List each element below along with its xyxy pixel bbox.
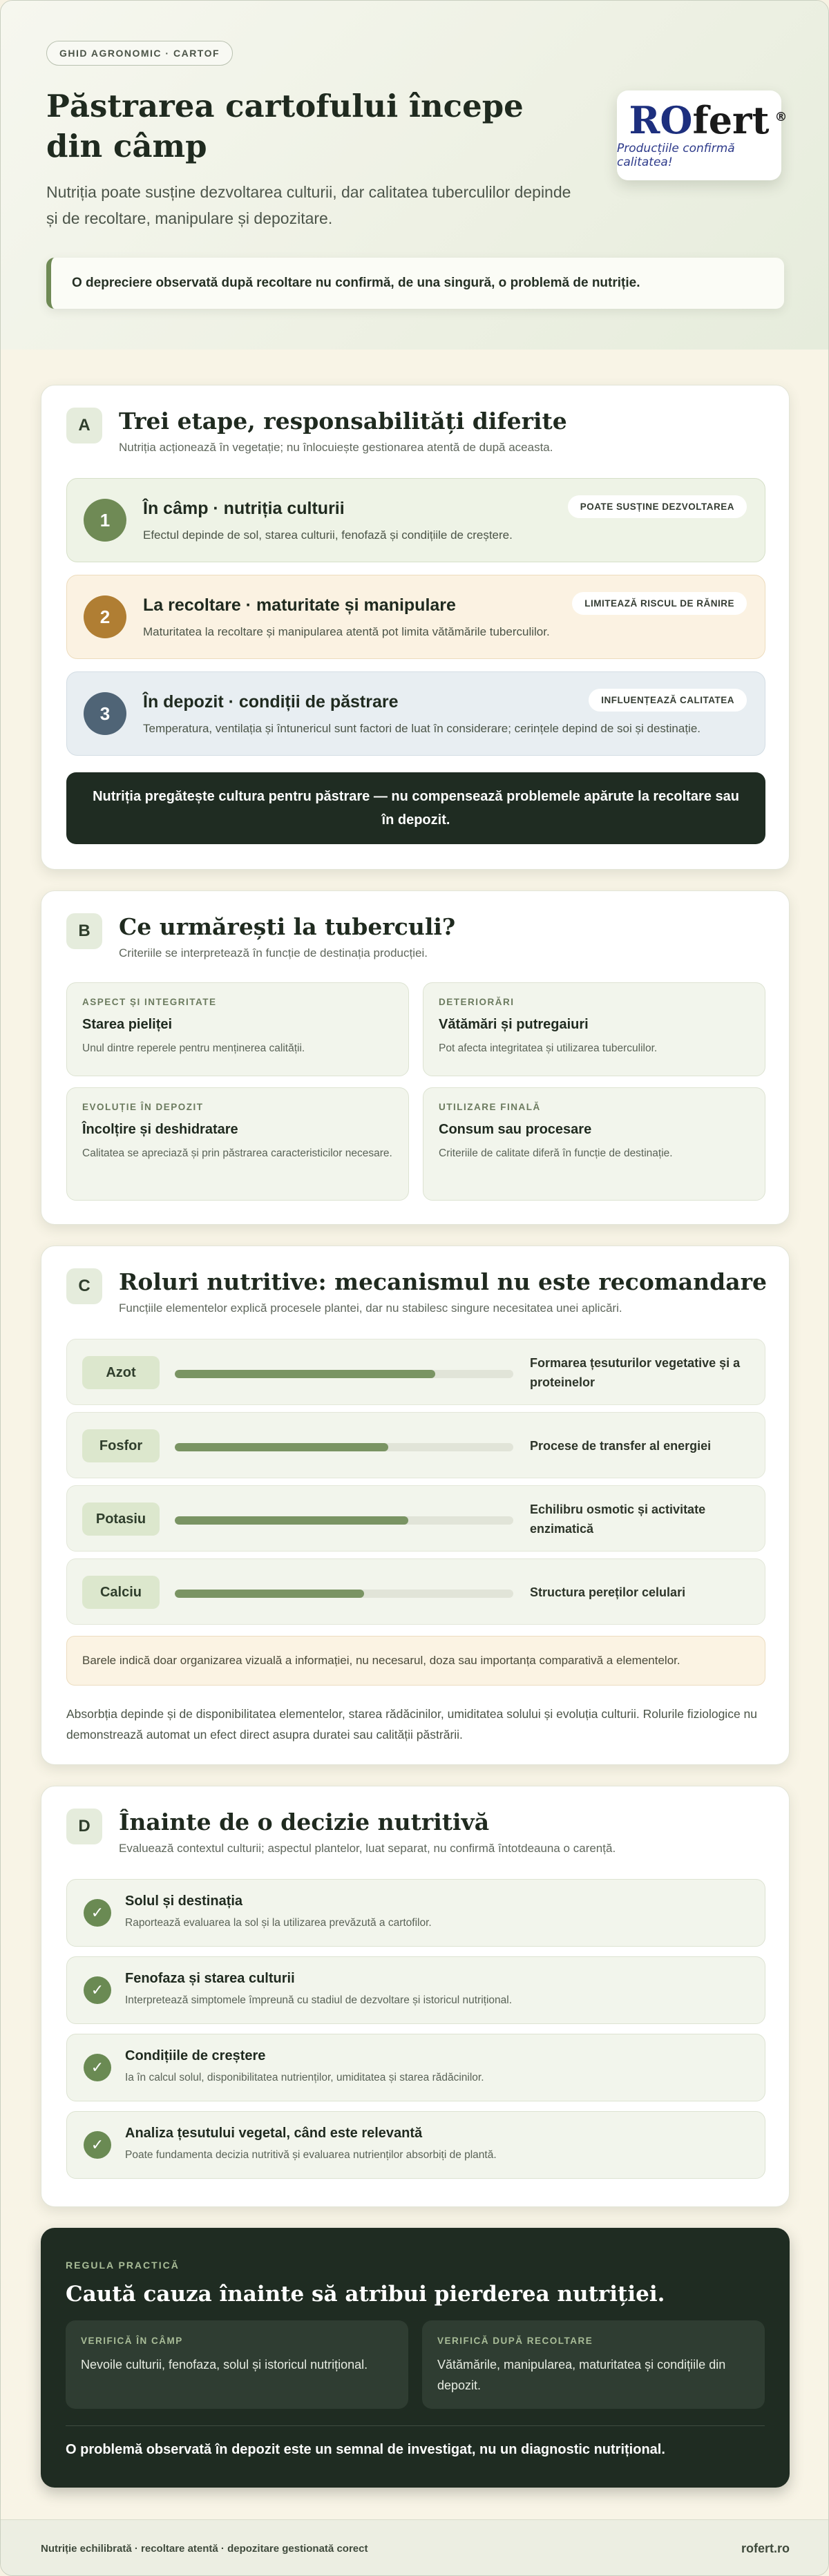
logo-fert: fert — [692, 98, 770, 142]
footer-site-link[interactable]: rofert.ro — [741, 2541, 790, 2555]
stage-harvest — [66, 575, 765, 659]
section-b-title: Ce urmărești la tuberculi? — [119, 913, 456, 940]
logo-registered: ® — [774, 110, 788, 124]
nutrient-name: Azot — [82, 1356, 160, 1389]
tile-description: Criteriile de calitate diferă în funcție de destinație. — [439, 1147, 673, 1159]
stage-field — [66, 478, 765, 562]
nutrient-name: Potasiu — [82, 1502, 160, 1536]
rule-title: Caută cauza înainte să atribui pierderea nutriției. — [66, 2282, 665, 2307]
bars-disclaimer: Barele indică doar organizarea vizuală a informației, nu necesarul, doza sau importanța comparativă a elementelor. — [66, 1636, 765, 1686]
hero-header — [1, 1, 828, 350]
nutrient-bar-track — [175, 1370, 513, 1378]
footer-tagline: Nutriție echilibrată · recoltare atentă · depozitare gestionată corect — [41, 2542, 368, 2555]
tile-kicker: EVOLUȚIE ÎN DEPOZIT — [82, 1102, 204, 1112]
section-d-title: Înainte de o decizie nutritivă — [119, 1809, 490, 1835]
stage-description: Temperatura, ventilația și întunericul sunt factori de luat în considerare; cerințele depind de soi și destinație. — [143, 721, 701, 735]
checklist-item — [66, 1879, 765, 1947]
tile-kicker: ASPECT ȘI INTEGRITATE — [82, 997, 217, 1007]
checklist-title: Solul și destinația — [125, 1893, 243, 1909]
checklist-title: Analiza țesutului vegetal, când este relevantă — [125, 2126, 423, 2141]
section-a-header — [66, 408, 567, 455]
section-b-header — [66, 913, 455, 960]
rule-footer: O problemă observată în depozit este un semnal de investigat, nu un diagnostic nutrițional. — [66, 2442, 665, 2457]
nutrient-name: Calciu — [82, 1576, 160, 1609]
tuber-criterion-tile — [423, 982, 765, 1076]
checklist-title: Condițiile de creștere — [125, 2048, 266, 2063]
nutrient-bar-fill — [175, 1443, 388, 1451]
section-c-letter: C — [66, 1268, 102, 1304]
page-lead: Nutriția poate susține dezvoltarea culturii, dar calitatea tuberculilor depinde și de recoltare, manipulare și depozitare. — [46, 183, 571, 227]
nutrient-role: Formarea țesuturilor vegetative și a proteinelor — [530, 1356, 741, 1389]
header-callout: O depreciere observată după recoltare nu confirmă, de una singură, o problemă de nutriție. — [46, 258, 784, 309]
check-icon: ✓ — [84, 1976, 111, 2004]
nutrient-bar-track — [175, 1516, 513, 1525]
stage-number: 1 — [84, 499, 126, 542]
section-a-card — [41, 385, 790, 870]
rule-tile-text: Vătămările, manipularea, maturitatea și condițiile din depozit. — [437, 2358, 726, 2392]
tile-title: Încolțire și deshidratare — [82, 1122, 238, 1137]
logo-wordmark — [629, 98, 788, 142]
section-b-subtitle: Criteriile se interpretează în funcție de destinația producției. — [119, 946, 428, 960]
section-b-letter: B — [66, 913, 102, 949]
rule-harvest-check — [422, 2320, 765, 2409]
section-a-title: Trei etape, responsabilități diferite — [119, 408, 567, 435]
checklist-description: Raportează evaluarea la sol și la utilizarea prevăzută a cartofilor. — [125, 1917, 432, 1929]
section-d-header — [66, 1809, 616, 1855]
rule-divider — [66, 2425, 765, 2426]
check-icon: ✓ — [84, 2054, 111, 2081]
tuber-criterion-tile — [66, 1087, 409, 1201]
rule-tile-text: Nevoile culturii, fenofaza, solul și istoricul nutrițional. — [81, 2358, 368, 2372]
section-d-letter: D — [66, 1809, 102, 1844]
tile-description: Calitatea se apreciază și prin păstrarea caracteristicilor necesare. — [82, 1147, 392, 1159]
checklist-description: Poate fundamenta decizia nutritivă și evaluarea nutrienților absorbiți de plantă. — [125, 2149, 497, 2161]
tile-title: Starea pieliței — [82, 1017, 173, 1032]
guide-tag: GHID AGRONOMIC · CARTOF — [46, 41, 233, 66]
page-title: Păstrarea cartofului începe din câmp — [46, 88, 524, 164]
section-d-card — [41, 1786, 790, 2207]
nutrient-name: Fosfor — [82, 1429, 160, 1462]
checklist-title: Fenofaza și starea culturii — [125, 1971, 295, 1986]
stage-description: Efectul depinde de sol, starea culturii, fenofază și condițiile de creștere. — [143, 528, 513, 542]
section-c-title: Roluri nutritive: mecanismul nu este recomandare — [119, 1268, 767, 1295]
stage-description: Maturitatea la recoltare și manipularea atentă pot limita vătămările tuberculilor. — [143, 624, 550, 638]
checklist-item — [66, 2111, 765, 2179]
tuber-criterion-tile — [423, 1087, 765, 1201]
rule-tile-kicker: VERIFICĂ DUPĂ RECOLTARE — [437, 2336, 593, 2346]
nutrient-bar-fill — [175, 1590, 364, 1598]
nutrient-role: Echilibru osmotic și activitate enzimatică — [530, 1502, 706, 1536]
stage-number: 3 — [84, 692, 126, 735]
tuber-criterion-tile — [66, 982, 409, 1076]
nutrient-role: Structura pereților celulari — [530, 1585, 686, 1599]
stage-badge: INFLUENȚEAZĂ CALITATEA — [589, 689, 747, 712]
nutrient-row — [66, 1558, 765, 1625]
section-a-summary: Nutriția pregătește cultura pentru păstrare — nu compensează problemele apărute la recoltare sau în depozit. — [66, 772, 765, 844]
section-c-subtitle: Funcțiile elementelor explică procesele plantei, dar nu stabilesc singure necesitatea unei aplicări. — [119, 1301, 622, 1315]
rule-kicker: REGULA PRACTICĂ — [66, 2260, 180, 2271]
rofert-logo[interactable] — [617, 90, 788, 180]
checklist-description: Ia în calcul solul, disponibilitatea nutrienților, umiditatea și starea rădăcinilor. — [125, 2072, 484, 2083]
absorption-paragraph: Absorbția depinde și de disponibilitatea elementelor, starea rădăcinilor, umiditatea solului și evoluția culturii. Rolurile fiziologice nu demonstrează automat un efect direct asupra duratei sau calității păstrării. — [66, 1707, 758, 1742]
stage-badge: LIMITEAZĂ RISCUL DE RĂNIRE — [572, 592, 747, 615]
nutrient-role: Procese de transfer al energiei — [530, 1439, 712, 1453]
check-icon: ✓ — [84, 2131, 111, 2159]
nutrient-bar-fill — [175, 1370, 435, 1378]
section-c-header — [66, 1268, 767, 1315]
checklist-item — [66, 2034, 765, 2101]
nutrient-bar-track — [175, 1443, 513, 1451]
section-a-subtitle: Nutriția acționează în vegetație; nu înlocuiește gestionarea atentă de după aceasta. — [119, 441, 553, 454]
stage-title: La recoltare · maturitate și manipulare — [143, 595, 456, 615]
tile-title: Consum sau procesare — [439, 1122, 592, 1137]
checklist-item — [66, 1956, 765, 2024]
practical-rule-card — [41, 2228, 790, 2488]
tile-kicker: DETERIORĂRI — [439, 997, 515, 1007]
nutrient-bar-fill — [175, 1516, 408, 1525]
nutrient-bar-track — [175, 1590, 513, 1598]
stage-title: În câmp · nutriția culturii — [143, 498, 345, 518]
stage-title: În depozit · condiții de păstrare — [143, 691, 399, 712]
tile-description: Pot afecta integritatea și utilizarea tuberculilor. — [439, 1042, 658, 1054]
check-icon: ✓ — [84, 1899, 111, 1927]
rule-field-check — [66, 2320, 408, 2409]
nutrient-row — [66, 1412, 765, 1478]
logo-tagline: Producțiile confirmă calitatea! — [617, 142, 735, 169]
stage-badge: POATE SUSȚINE DEZVOLTAREA — [568, 495, 747, 518]
nutrient-row — [66, 1485, 765, 1552]
tile-description: Unul dintre reperele pentru menținerea calității. — [82, 1042, 305, 1054]
section-c-card — [41, 1246, 790, 1765]
section-b-card — [41, 890, 790, 1225]
page-footer — [1, 2519, 829, 2576]
section-d-subtitle: Evaluează contextul culturii; aspectul plantelor, luat separat, nu confirmă întotdeauna o carență. — [119, 1842, 616, 1855]
nutrient-row — [66, 1339, 765, 1405]
stage-number: 2 — [84, 595, 126, 638]
tile-kicker: UTILIZARE FINALĂ — [439, 1102, 541, 1112]
rule-tile-kicker: VERIFICĂ ÎN CÂMP — [81, 2336, 183, 2346]
checklist-description: Interpretează simptomele împreună cu stadiul de dezvoltare și istoricul nutrițional. — [125, 1994, 512, 2006]
stage-storage — [66, 671, 765, 756]
section-a-letter: A — [66, 408, 102, 443]
tile-title: Vătămări și putregaiuri — [439, 1017, 589, 1032]
logo-ro: RO — [629, 98, 693, 142]
